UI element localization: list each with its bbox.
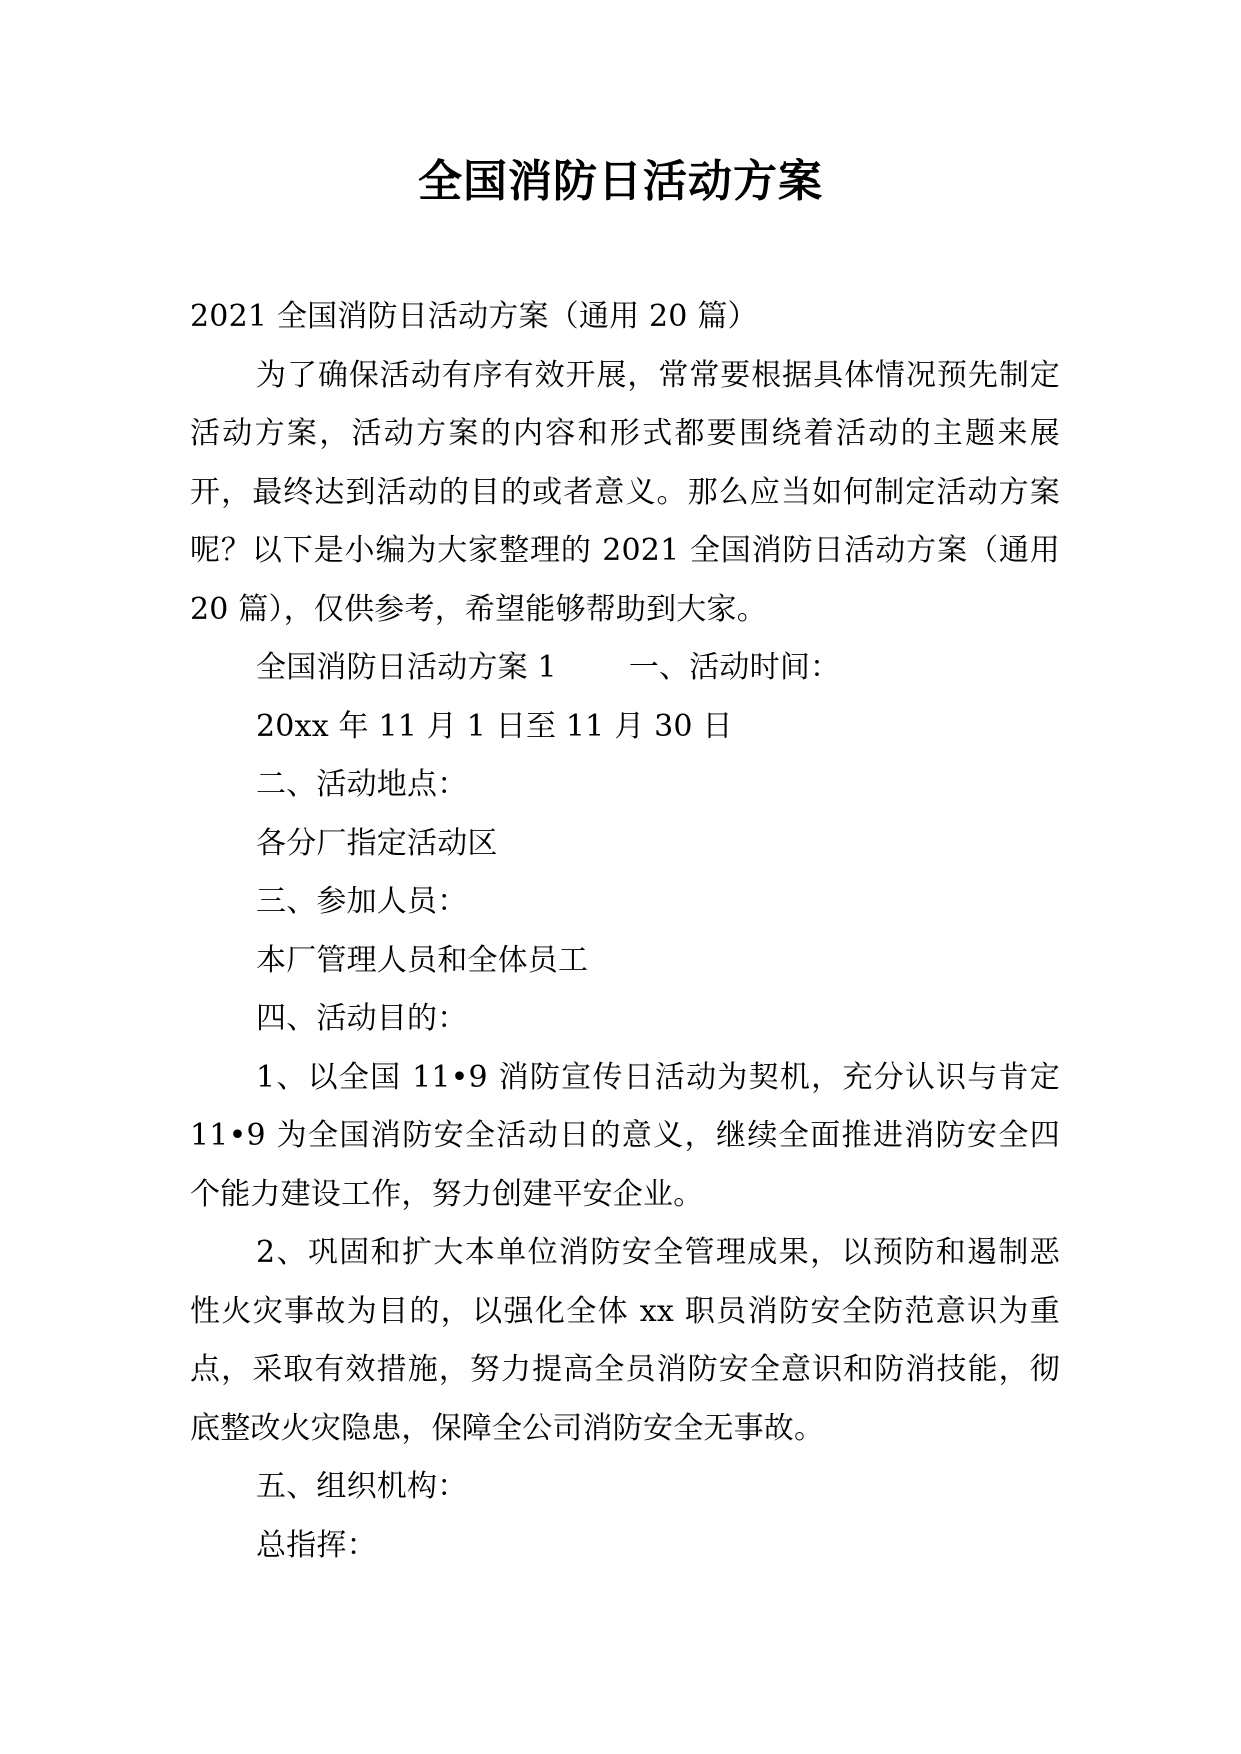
goal-1-paragraph: 1、以全国 11•9 消防宣传日活动为契机，充分认识与肯定 11•9 为全国消防安全活动日的意义，继续全面推进消防安全四个能力建设工作，努力创建平安企业。 bbox=[190, 1059, 1060, 1212]
section1-heading: 一、活动时间： bbox=[628, 650, 841, 685]
goal-2-paragraph: 2、巩固和扩大本单位消防安全管理成果，以预防和遏制恶性火灾事故为目的，以强化全体 xx 职员消防安全防范意识为重点，采取有效措施，努力提高全员消防安全意识和防消技能，彻底整改火灾隐患，保障全公司消防安全无事故。 bbox=[190, 1235, 1060, 1446]
section5-heading: 五、组织机构： bbox=[256, 1469, 468, 1504]
section2-heading: 二、活动地点： bbox=[256, 767, 468, 802]
section2-text: 各分厂指定活动区 bbox=[256, 825, 498, 861]
document-body bbox=[190, 288, 1060, 1575]
commander-label: 总指挥： bbox=[256, 1527, 377, 1563]
section1-text: 20xx 年 11 月 1 日至 11 月 30 日 bbox=[256, 708, 733, 744]
plan-heading: 全国消防日活动方案 1 bbox=[256, 650, 557, 685]
document-title: 全国消防日活动方案 bbox=[418, 156, 823, 207]
intro-paragraph: 为了确保活动有序有效开展，常常要根据具体情况预先制定活动方案，活动方案的内容和形式都要围绕着活动的主题来展开，最终达到活动的目的或者意义。那么应当如何制定活动方案呢？以下是小编为大家整理的 2021 全国消防日活动方案（通用 20 篇），仅供参考，希望能够帮助到大家。 bbox=[190, 357, 1060, 627]
document-subtitle: 2021 全国消防日活动方案（通用 20 篇） bbox=[190, 299, 758, 334]
section4-heading: 四、活动目的： bbox=[256, 1001, 468, 1036]
section3-heading: 三、参加人员： bbox=[256, 884, 468, 919]
plan-heading-line bbox=[190, 639, 1060, 698]
section3-text: 本厂管理人员和全体员工 bbox=[256, 942, 589, 978]
